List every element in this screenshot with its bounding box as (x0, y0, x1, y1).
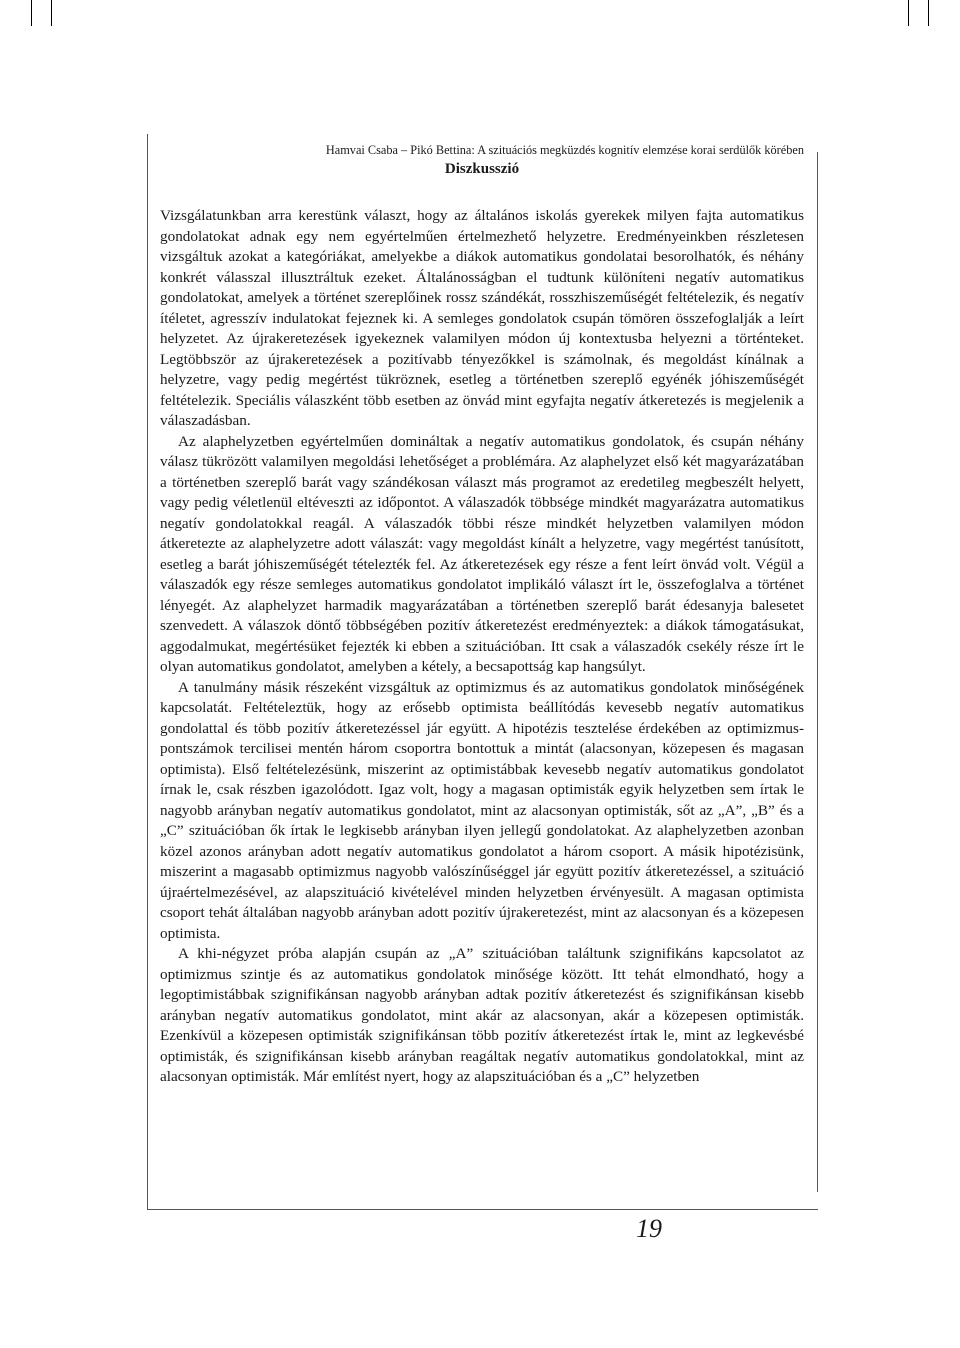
frame-right-line (817, 152, 818, 1192)
paragraph: A khi-négyzet próba alapján csupán az „A” szituációban találtunk szignifikáns kapcsolatot az optimizmus szintje és az automatikus gondolatok minősége között. Itt tehát elmondható, hogy a legoptimistábbak szignifikánsan nagyobb arányban adtak pozitív átkeretezést és szignifikánsan kisebb arányban negatív automatikus gondolatot, mint akár az alacsonyan, akár a közepesen optimisták. Ezenkívül a közepesen optimisták szignifikánsan több pozitív átkeretezést írtak le, mint az legkevésbé optimisták, és szignifikánsan kisebb arányban reagáltak negatív automatikus gondolatokkal, mint az alacsonyan optimisták. Már említést nyert, hogy az alapszituációban és a „C” helyzetben (160, 945, 804, 1085)
section-title: Diszkusszió (444, 161, 520, 177)
crop-mark (928, 0, 929, 26)
crop-mark (51, 0, 52, 26)
page-number: 19 (636, 1214, 662, 1243)
paragraph: Vizsgálatunkban arra kerestünk választ, hogy az általános iskolás gyerekek milyen fajta automatikus gondolatokat adnak egy nem egyértelműen értelmezhető helyzetre. Eredményeinkben részletesen vizsgáltuk azokat a kategóriákat, amelyekbe a diákok automatikus gondolatai besorolhatók, és néhány konkrét válasszal illusztráltuk ezeket. Általánosságban el tudtunk különíteni negatív automatikus gondolatokat, amelyek a történet szereplőinek rossz szándékát, rosszhiszeműségét feltételezik, és negatív ítéletet, agresszív indulatokat fejeznek ki. A semleges gondolatok csupán tömören összefoglalják a leírt helyzetet. Az újrakeretezések igyekeznek valamilyen módon új kontextusba helyezni a történteket. Legtöbbször az újrakeretezések a pozitívabb tényezőkkel is számolnak, és megoldást kínálnak a helyzetre, vagy pedig megértést tükröznek, esetleg a történetben szereplő egyénék jóhiszeműségét feltételezik. Speciális válaszként több esetben az önvád mint egyfajta negatív átkeretezés is megjelenik a válaszadásban. (160, 207, 804, 429)
crop-mark (31, 0, 32, 26)
crop-mark (908, 0, 909, 26)
running-head: Hamvai Csaba – Pikó Bettina: A szituációs megküzdés kognitív elemzése korai serdülők körében (325, 143, 804, 157)
paragraph: A tanulmány másik részeként vizsgáltuk az optimizmus és az automatikus gondolatok minőségének kapcsolatát. Feltételeztük, hogy az erősebb optimista beállítódás kevesebb negatív automatikus gondolattal és több pozitív átkeretezéssel jár együtt. A hipotézis tesztelése érdekében az optimizmus-pontszámok tercilisei mentén három csoportra bontottuk a mintát (alacsonyan, közepesen és magasan optimista). Első feltételezésünk, miszerint az optimistábbak kevesebb negatív automatikus gondolatot írnak le, csak részben igazolódott. Igaz volt, hogy a magasan optimisták egyik helyzetben sem írtak le nagyobb arányban negatív automatikus gondolatot, mint az alacsonyan optimisták, sőt az „A”, „B” és a „C” szituációban ők írtak le legkisebb arányban ilyen jellegű gondolatokat. Az alaphelyzetben azonban közel azonos arányban adott negatív automatikus gondolatot a három csoport. A másik hipotézisünk, miszerint a magasabb optimizmus nagyobb valószínűséggel jár együtt pozitív átkeretezéssel, a szituáció újraértelmezésével, az alapszituáció kivételével minden helyzetben érvényesült. A magasan optimista csoport tehát általában nagyobb arányban adott pozitív újrakeretezést, mint az alacsonyan és a közepesen optimista. (160, 678, 804, 942)
frame-left-line (147, 134, 148, 1210)
paragraph: Az alaphelyzetben egyértelműen domináltak a negatív automatikus gondolatok, és csupán néhány válasz tükrözött valamilyen megoldási lehetőséget a problémára. Az alaphelyzet első két magyarázatában a történetben szereplő barát vagy szándékosan választ más programot az eredetileg megbeszélt helyett, vagy pedig véletlenül eltéveszti az időpontot. A válaszadók többsége mindkét magyarázatra automatikus negatív gondolatokkal reagál. A válaszadók többi része mindkét helyzetben valamilyen módon átkeretezte az alaphelyzetre adott válaszát: vagy megoldást kínált a helyzetre, vagy megértést tanúsított, esetleg a barát jóhiszeműségét tételezték fel. Az átkeretezések egy része a fent leírt önvád volt. Végül a válaszadók egy része semleges automatikus gondolatot implikáló választ írt le, összefoglalva a történet lényegét. Az alaphelyzet harmadik magyarázatában a történetben szereplő barát édesanyja balesetet szenvedett. A válaszok döntő többségében pozitív átkeretezést eredményeztek: a diákok támogatásukat, aggodalmukat, megértésüket fejezték ki ebben a szituációban. Itt csak a válaszadók csekély része írt le olyan automatikus gondolatot, amelyben a kétely, a becsapottság kap hangsúlyt. (160, 432, 804, 675)
frame-bottom-line (147, 1209, 818, 1210)
body-text (160, 206, 804, 1088)
